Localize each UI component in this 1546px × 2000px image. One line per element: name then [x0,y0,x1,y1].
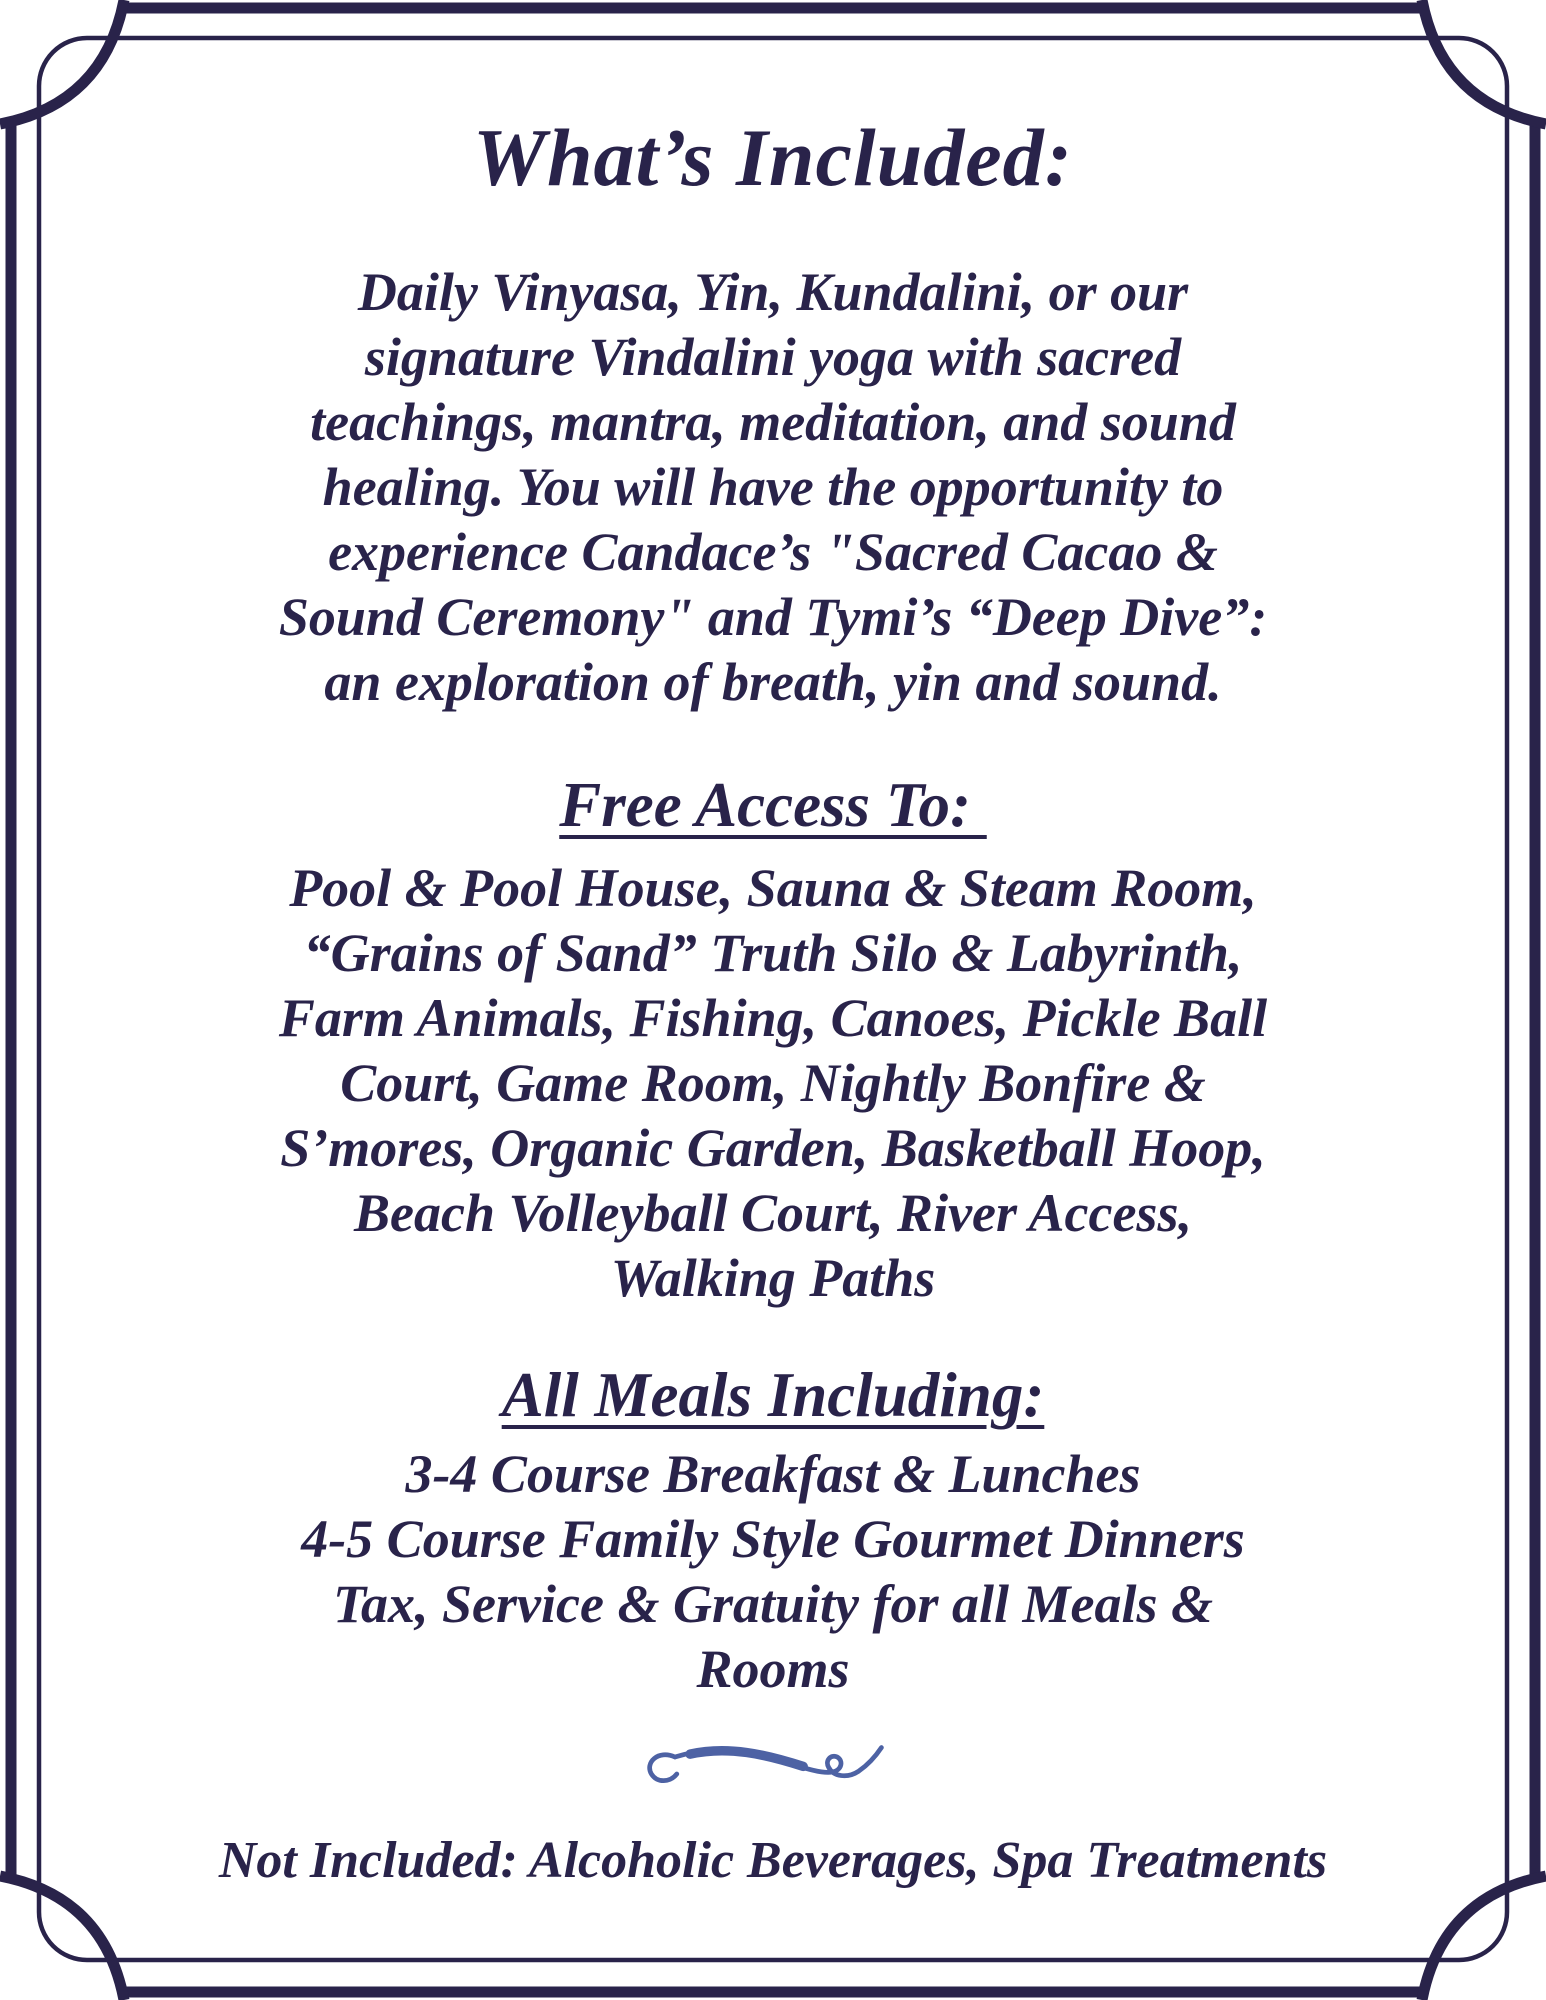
calligraphic-swash-icon [637,1740,909,1806]
intro-line: Daily Vinyasa, Yin, Kundalini, or our [357,261,1189,322]
all-meals-heading-text: All Meals Including: [501,1360,1045,1431]
free-access-heading-text: Free Access To: [559,769,971,840]
meals-line: Tax, Service & Gratuity for all Meals & [333,1574,1213,1635]
meals-line: Rooms [696,1639,850,1700]
intro-line: signature Vindalini yoga with sacred [364,326,1182,387]
intro-line: teachings, mantra, meditation, and sound [310,391,1236,452]
not-included-note: Not Included: Alcoholic Beverages, Spa Treatments [218,1832,1328,1890]
intro-line: healing. You will have the opportunity to [322,456,1224,517]
intro-line: an exploration of breath, yin and sound. [324,651,1222,712]
free-access-line: Court, Game Room, Nightly Bonfire & [340,1053,1206,1114]
free-access-line: “Grains of Sand” Truth Silo & Labyrinth, [303,923,1243,984]
all-meals-heading [0,1361,1546,1430]
free-access-line: Beach Volleyball Court, River Access, [354,1183,1192,1244]
meals-line: 3-4 Course Breakfast & Lunches [405,1444,1141,1505]
free-access-line: Walking Paths [610,1248,936,1309]
free-access-heading [0,771,1546,840]
meals-line: 4-5 Course Family Style Gourmet Dinners [301,1509,1245,1570]
meals-list [0,1442,1546,1702]
free-access-line: Farm Animals, Fishing, Canoes, Pickle Ball [278,988,1268,1049]
free-access-line: Pool & Pool House, Sauna & Steam Room, [289,858,1257,919]
free-access-line: S’mores, Organic Garden, Basketball Hoop, [280,1118,1266,1179]
intro-line: experience Candace’s "Sacred Cacao & [328,521,1218,582]
page-title: What’s Included: [473,112,1073,203]
free-access-list [0,856,1546,1311]
intro-line: Sound Ceremony" and Tymi’s “Deep Dive”: [278,586,1268,647]
intro-paragraph [0,260,1546,715]
divider [0,1740,1546,1806]
